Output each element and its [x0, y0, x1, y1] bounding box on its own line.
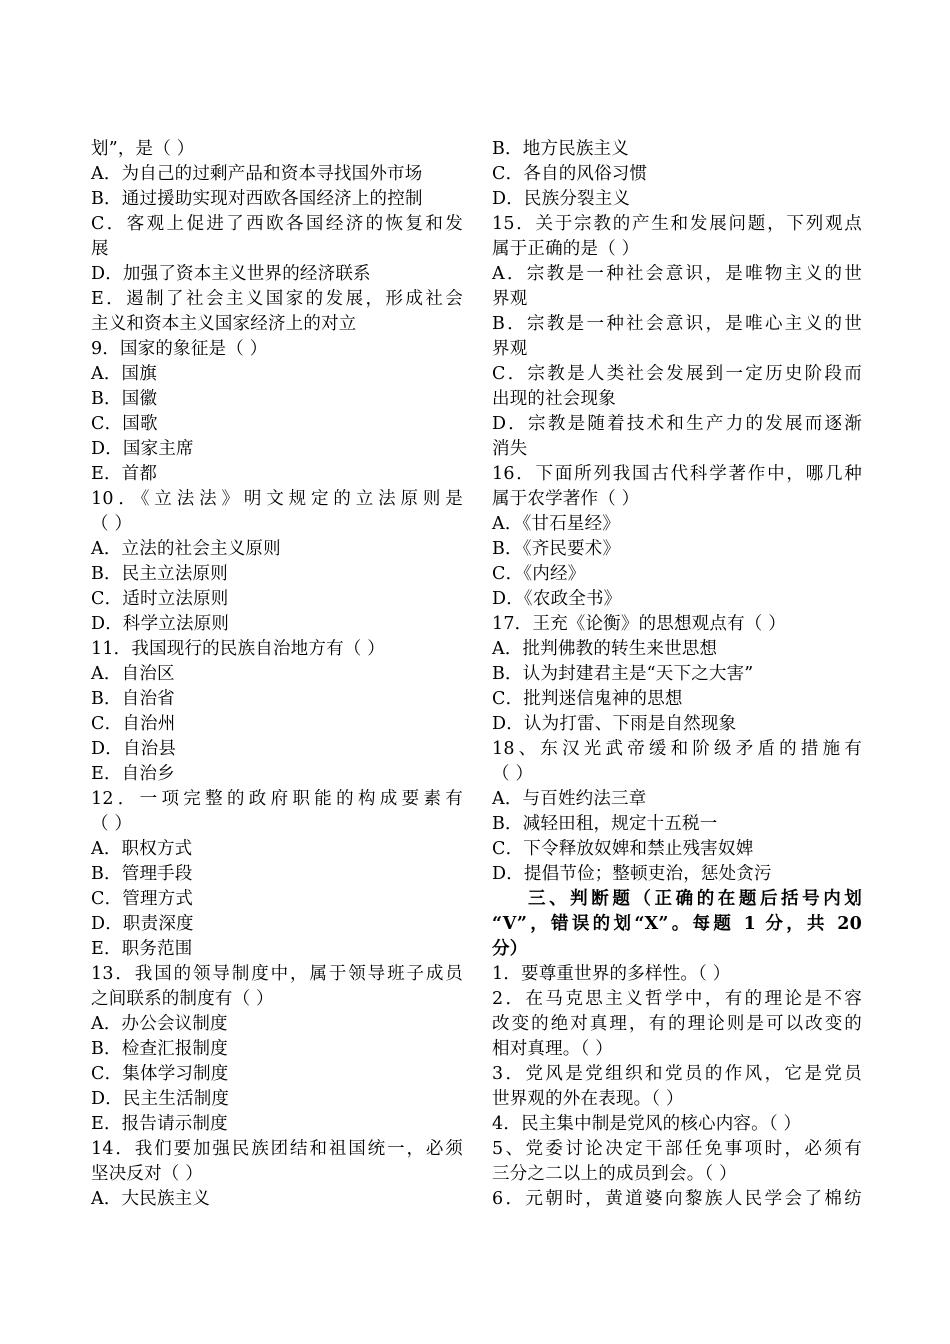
text-line: C．客观上促进了西欧各国经济的恢复和发 — [91, 214, 463, 234]
text-line: D．认为打雷、下雨是自然现象 — [492, 714, 737, 734]
text-line: 14．我们要加强民族团结和祖国统一，必须 — [91, 1139, 463, 1159]
text-line: C．国歌 — [91, 414, 158, 434]
text-line: （ ） — [91, 514, 133, 534]
text-line: 18、东汉光武帝缓和阶级矛盾的措施有 — [492, 739, 862, 759]
text-line: 13．我国的领导制度中，属于领导班子成员 — [91, 964, 463, 984]
text-line: B．管理手段 — [91, 864, 193, 884]
text-line: D．自治县 — [91, 739, 177, 759]
text-line: A．《甘石星经》 — [492, 514, 620, 534]
text-line: 6．元朝时，黄道婆向黎族人民学会了棉纺 — [492, 1189, 862, 1209]
text-line: C．自治州 — [91, 714, 176, 734]
text-line: A．国旗 — [91, 364, 157, 384]
text-line: B．国徽 — [91, 389, 158, 409]
text-line: 界观 — [492, 339, 528, 359]
text-line: C．各自的风俗习惯 — [492, 164, 648, 184]
text-line: 15．关于宗教的产生和发展问题，下列观点 — [492, 214, 862, 234]
text-line: E．报告请示制度 — [91, 1114, 228, 1134]
text-line: 11．我国现行的民族自治地方有（ ） — [91, 639, 385, 659]
text-line: 12．一项完整的政府职能的构成要素有 — [91, 789, 463, 809]
text-line: 坚决反对（ ） — [91, 1164, 203, 1184]
text-line: C．批判迷信鬼神的思想 — [492, 689, 683, 709]
text-line: B．检查汇报制度 — [91, 1039, 228, 1059]
text-line: D．加强了资本主义世界的经济联系 — [91, 264, 371, 284]
text-line: 9．国家的象征是（ ） — [91, 339, 268, 359]
text-line: 相对真理。（ ） — [492, 1039, 613, 1059]
text-line: B．通过援助实现对西欧各国经济上的控制 — [91, 189, 423, 209]
text-line: 三分之二以上的成员到会。（ ） — [492, 1164, 737, 1184]
text-line: 属于正确的是（ ） — [492, 239, 640, 259]
text-line: E．遏制了社会主义国家的发展，形成社会 — [91, 289, 463, 309]
text-line: B．认为封建君主是“天下之大害” — [492, 664, 754, 684]
text-line: 界观 — [492, 289, 528, 309]
text-line: E．职务范围 — [91, 939, 193, 959]
text-line: C．适时立法原则 — [91, 589, 229, 609]
text-line: 5、党委讨论决定干部任免事项时，必须有 — [492, 1139, 862, 1159]
text-line: A．宗教是一种社会意识，是唯物主义的世 — [492, 264, 862, 284]
text-line: （ ） — [492, 764, 534, 784]
text-line: 17．王充《论衡》的思想观点有（ ） — [492, 614, 786, 634]
text-line: 划”，是（ ） — [91, 139, 195, 159]
text-line: A．职权方式 — [91, 839, 193, 859]
text-line: D．《农政全书》 — [492, 589, 622, 609]
text-line: C．宗教是人类社会发展到一定历史阶段而 — [492, 364, 862, 384]
text-line: A．为自己的过剩产品和资本寻找国外市场 — [91, 164, 423, 184]
text-line: 16．下面所列我国古代科学著作中，哪几种 — [492, 464, 862, 484]
text-line: A．自治区 — [91, 664, 175, 684]
text-line: B．民主立法原则 — [91, 564, 228, 584]
text-line: 分） — [492, 939, 528, 959]
text-line: 2．在马克思主义哲学中，有的理论是不容 — [492, 989, 862, 1009]
text-line: A．立法的社会主义原则 — [91, 539, 281, 559]
text-line: 之间联系的制度有（ ） — [91, 989, 274, 1009]
text-line: A．与百姓约法三章 — [492, 789, 647, 809]
text-line: E．首都 — [91, 464, 158, 484]
text-line: B．地方民族主义 — [492, 139, 629, 159]
text-line: 属于农学著作（ ） — [492, 489, 640, 509]
text-line: B．宗教是一种社会意识，是唯心主义的世 — [492, 314, 862, 334]
text-line: D．民主生活制度 — [91, 1089, 230, 1109]
text-line: （ ） — [91, 814, 133, 834]
text-line: D．国家主席 — [91, 439, 194, 459]
text-line: 三、判断题（正确的在题后括号内划 — [528, 889, 862, 909]
text-line: C．管理方式 — [91, 889, 194, 909]
text-line: 消失 — [492, 439, 528, 459]
text-line: B．自治省 — [91, 689, 175, 709]
text-line: A．大民族主义 — [91, 1189, 211, 1209]
text-line: 4．民主集中制是党风的核心内容。（ ） — [492, 1114, 802, 1134]
text-line: D．民族分裂主义 — [492, 189, 631, 209]
text-line: 出现的社会现象 — [492, 389, 616, 409]
text-line: D．提倡节俭；整顿吏治，惩处贪污 — [492, 864, 772, 884]
text-line: B．《齐民要术》 — [492, 539, 621, 559]
text-line: 改变的绝对真理，有的理论则是可以改变的 — [492, 1014, 862, 1034]
text-line: A．批判佛教的转生来世思想 — [492, 639, 718, 659]
text-line: C．集体学习制度 — [91, 1064, 229, 1084]
text-line: A．办公会议制度 — [91, 1014, 228, 1034]
text-line: “V”，错误的划“X”。每题 1 分，共 20 — [492, 914, 862, 934]
text-line: D．宗教是随着技术和生产力的发展而逐渐 — [492, 414, 862, 434]
right-column — [492, 137, 862, 1212]
text-line: C．《内经》 — [492, 564, 586, 584]
text-line: D．科学立法原则 — [91, 614, 230, 634]
text-line: 10．《立法法》明文规定的立法原则是 — [91, 489, 463, 509]
text-line: 1．要尊重世界的多样性。（ ） — [492, 964, 731, 984]
text-line: 3．党风是党组织和党员的作风，它是党员 — [492, 1064, 862, 1084]
text-line: 主义和资本主义国家经济上的对立 — [91, 314, 357, 334]
text-line: B．减轻田租，规定十五税一 — [492, 814, 718, 834]
text-line: D．职责深度 — [91, 914, 194, 934]
text-line: 世界观的外在表现。（ ） — [492, 1089, 684, 1109]
text-line: C．下令释放奴婢和禁止残害奴婢 — [492, 839, 754, 859]
text-line: 展 — [91, 239, 109, 259]
text-line: E．自治乡 — [91, 764, 175, 784]
left-column — [91, 137, 463, 1212]
